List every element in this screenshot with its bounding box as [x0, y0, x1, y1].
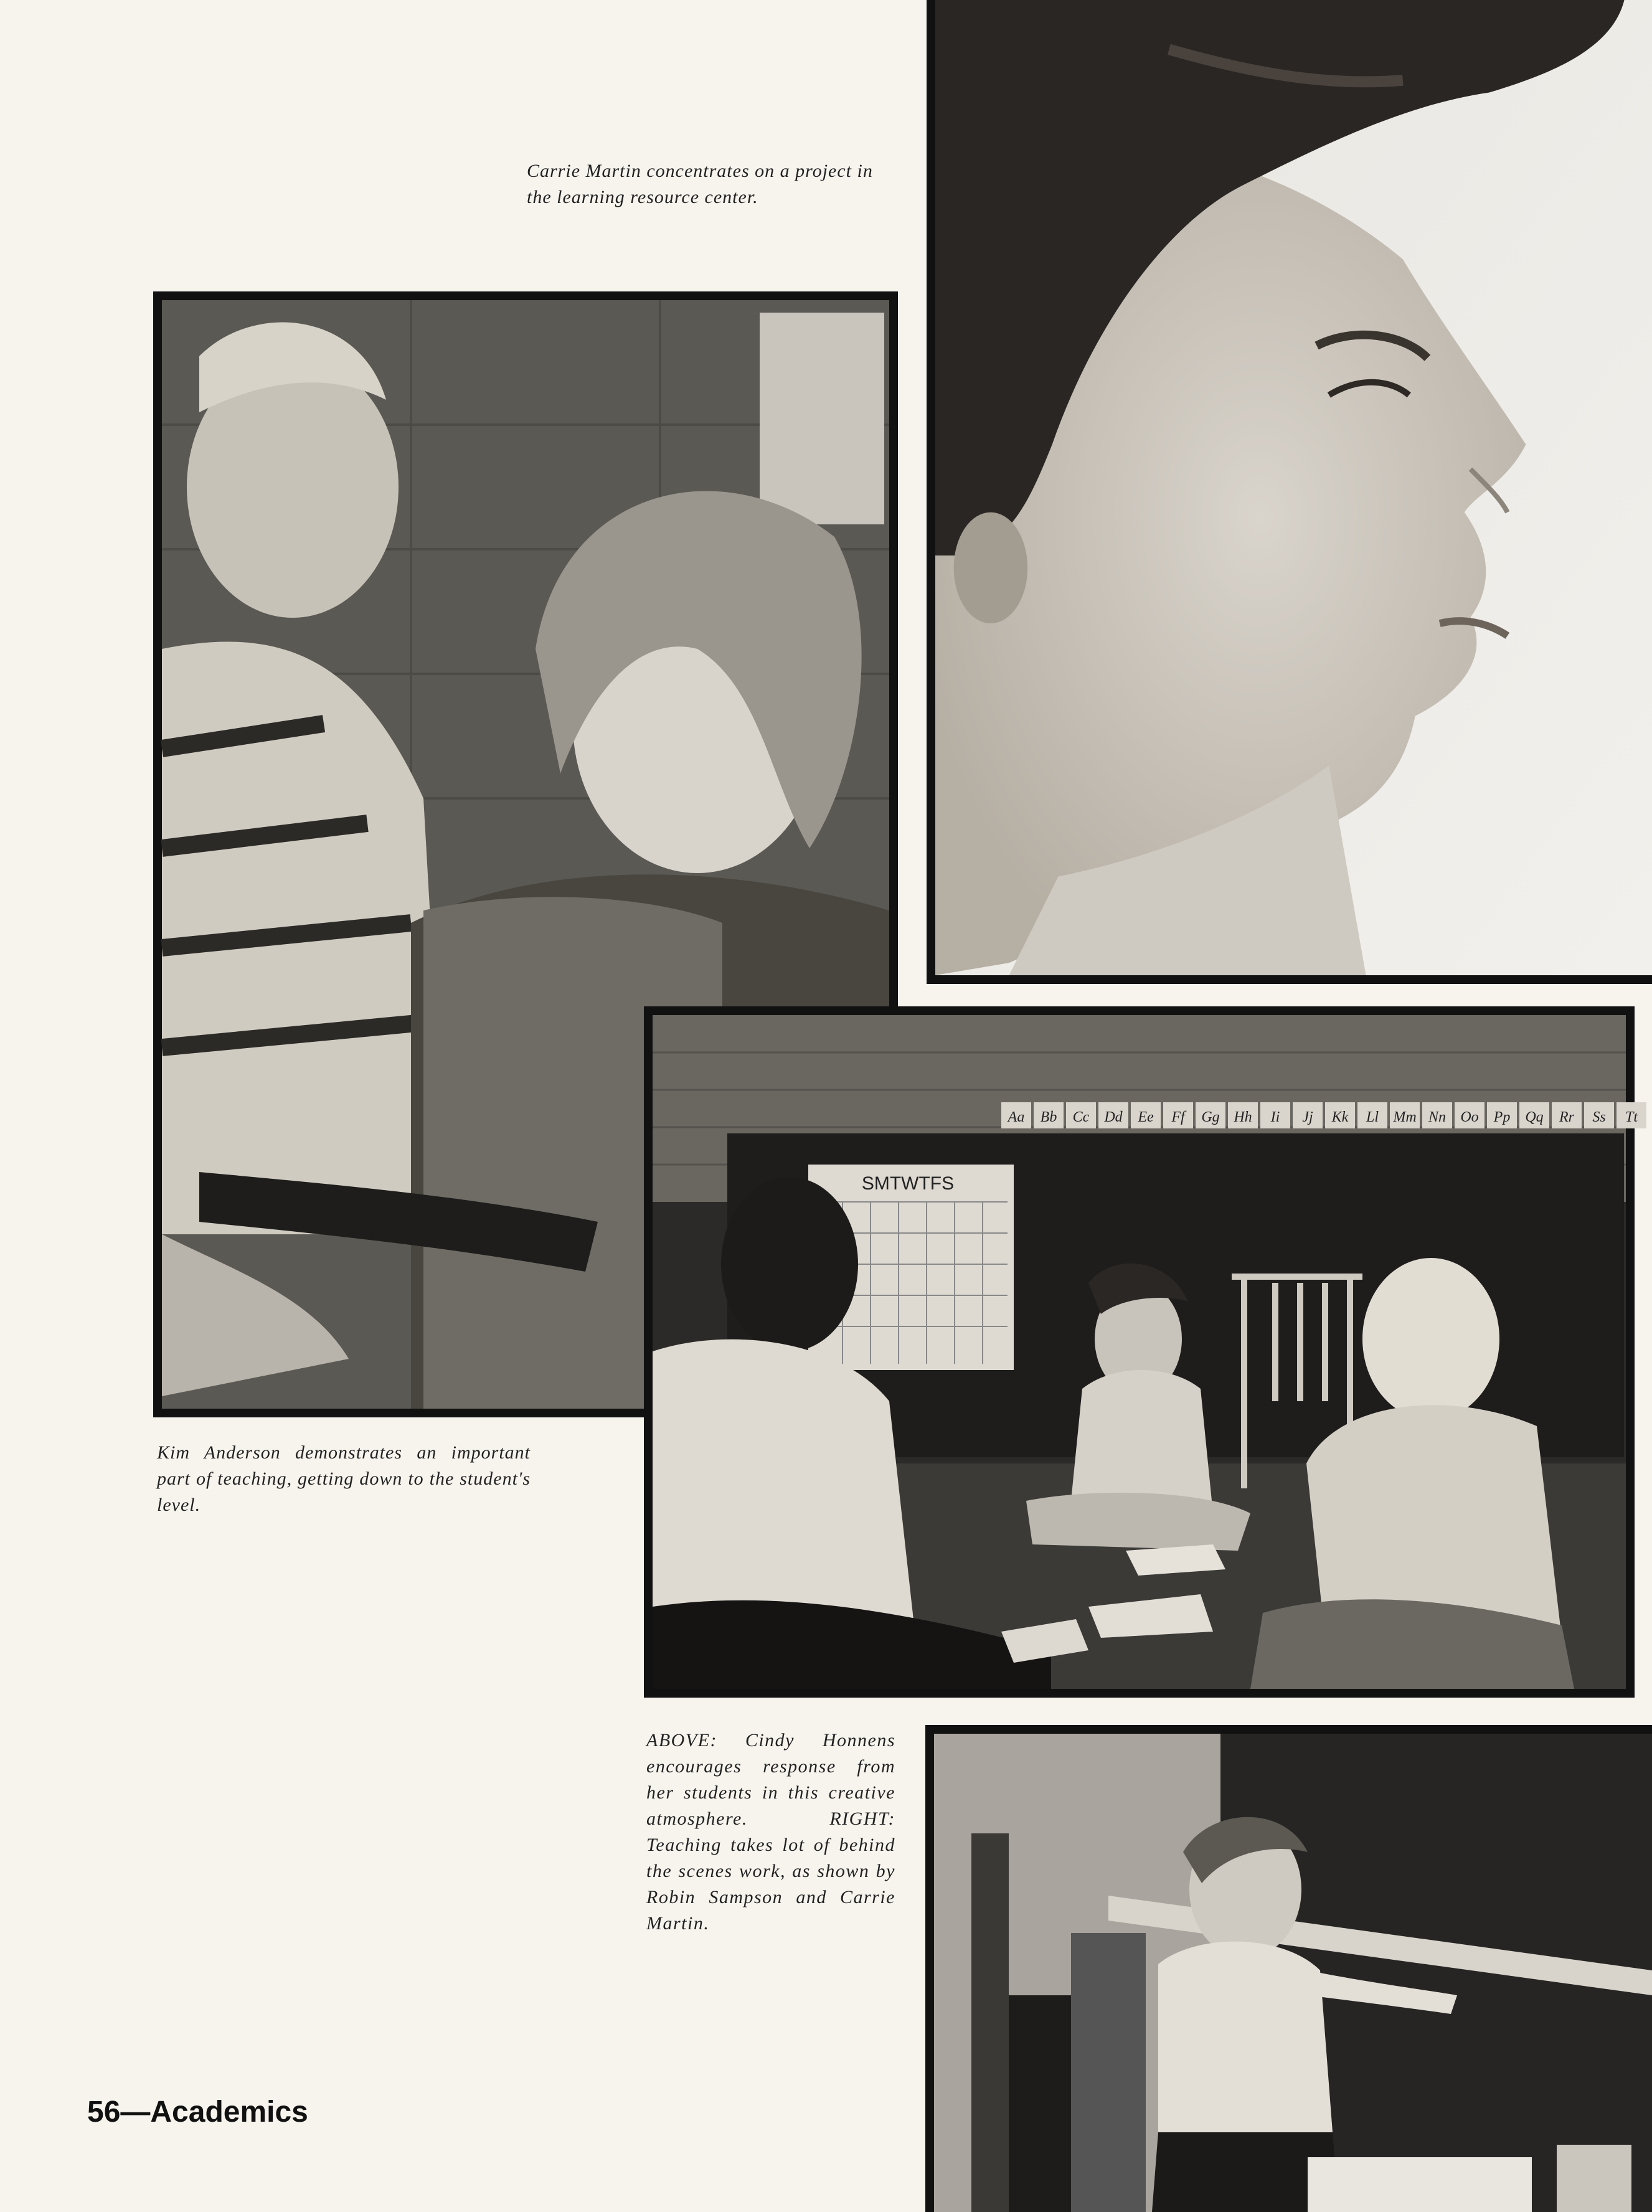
- alphabet-card-label: Ll: [1366, 1109, 1379, 1125]
- portrait-image: [935, 0, 1652, 975]
- alphabet-card-label: Bb: [1040, 1109, 1057, 1125]
- alphabet-card-label: Kk: [1331, 1109, 1349, 1125]
- workroom-image: [934, 1734, 1652, 2212]
- alphabet-card-label: Nn: [1428, 1109, 1447, 1125]
- alphabet-card-label: Hh: [1234, 1109, 1252, 1125]
- workroom-photo: [925, 1725, 1652, 2212]
- alphabet-card-label: Jj: [1302, 1109, 1313, 1125]
- alphabet-card-label: Mm: [1393, 1109, 1417, 1125]
- alphabet-card-label: Ii: [1270, 1109, 1280, 1125]
- caption-above-right: ABOVE: Cindy Honnens encourages response from her students in this creative atmosphere. RIGHT: Teaching takes lot of behind the scenes work, as shown by Robin Sampson and Carrie Martin.: [646, 1730, 895, 1934]
- calendar-weekdays: SMTWTFS: [861, 1173, 955, 1194]
- page-folio: 56—Academics: [87, 2096, 308, 2129]
- alphabet-card-label: Rr: [1559, 1109, 1574, 1125]
- alphabet-card-label: Ee: [1138, 1109, 1154, 1125]
- caption-carrie-martin: Carrie Martin concentrates on a project in the learning resource center.: [527, 161, 873, 207]
- alphabet-card-label: Ss: [1592, 1109, 1606, 1125]
- alphabet-card-label: Pp: [1493, 1109, 1511, 1125]
- alphabet-card-label: Cc: [1072, 1109, 1090, 1125]
- portrait-photo: [927, 0, 1652, 984]
- caption-kim-anderson: Kim Anderson demonstrates an important part of teaching, getting down to the student's level.: [157, 1442, 531, 1515]
- classroom-photo: [644, 1006, 1638, 1698]
- alphabet-card-label: Oo: [1460, 1109, 1479, 1125]
- classroom-image: [653, 1015, 1638, 1689]
- alphabet-card-label: Ff: [1171, 1109, 1185, 1125]
- alphabet-card-label: Gg: [1201, 1109, 1220, 1125]
- alphabet-card-label: Aa: [1008, 1109, 1025, 1125]
- alphabet-card-label: Tt: [1625, 1109, 1638, 1125]
- alphabet-card-label: Qq: [1525, 1109, 1544, 1125]
- alphabet-card-label: Dd: [1104, 1109, 1123, 1125]
